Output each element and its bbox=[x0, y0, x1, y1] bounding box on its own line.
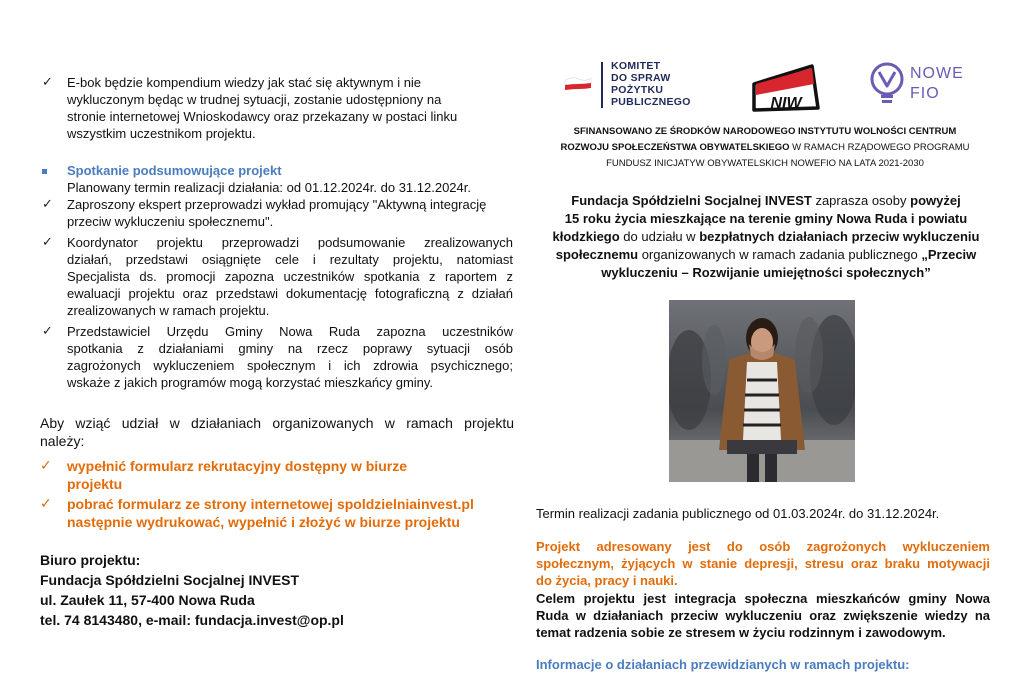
kdspp-text bbox=[611, 60, 691, 108]
representative-paragraph bbox=[67, 323, 513, 391]
checkmark-icon: ✓ bbox=[40, 495, 52, 511]
nowefio-text bbox=[910, 64, 964, 104]
text-line: Aby wziąć udział w działaniach organizowanych w ramach projektu bbox=[40, 415, 514, 431]
invitation-paragraph bbox=[536, 192, 996, 282]
checkmark-icon: ✓ bbox=[42, 196, 53, 211]
text-line: projektu bbox=[67, 476, 123, 492]
text-line: Koordynator projektu przeprowadzi podsumowanie zrealizowanych bbox=[67, 235, 513, 250]
text-line: wykluczonym będąc w trudnej sytuacji, zostanie udostępniony na bbox=[67, 92, 442, 107]
logo-line: PUBLICZNEGO bbox=[611, 96, 691, 108]
text-line: przeciw wykluczeniu społecznemu". bbox=[67, 214, 274, 229]
text-span: bezpłatnych działaniach przeciw wykluczeniu bbox=[699, 229, 980, 244]
text-span: Fundacja Spółdzielni Socjalnej INVEST bbox=[571, 193, 812, 208]
term-paragraph: Termin realizacji zadania publicznego od 01.03.2024r. do 31.12.2024r. bbox=[536, 506, 940, 521]
funding-notice bbox=[530, 124, 1000, 172]
text-line: pobrać formularz ze strony internetowej spoldzielniainvest.pl bbox=[67, 496, 474, 512]
text-line: E-bok będzie kompendium wiedzy jak stać się aktywnym i nie bbox=[67, 75, 422, 90]
office-phone-email: tel. 74 8143480, e-mail: fundacja.invest@op.pl bbox=[40, 612, 344, 628]
text-span: ROZWOJU SPOŁECZEŃSTWA OBYWATELSKIEGO bbox=[560, 142, 790, 153]
office-contact bbox=[40, 550, 344, 630]
office-name: Fundacja Spółdzielni Socjalnej INVEST bbox=[40, 572, 300, 588]
office-heading: Biuro projektu: bbox=[40, 552, 141, 568]
text-line: Celem projektu jest integracja społeczna mieszkańców gminy Nowa bbox=[536, 591, 990, 606]
text-span: społecznemu bbox=[555, 247, 639, 262]
text-line: społecznym, żyjących w stanie depresji, stresu oraz braku motywacji bbox=[536, 556, 990, 571]
text-line bbox=[536, 192, 996, 210]
text-line: działań, przedstawi osiągnięte cele i rezultaty projektu, natomiast bbox=[67, 252, 513, 267]
text-line: Ruda w działaniach przeciw wykluczeniu oraz zwiększenie wiedzy na bbox=[536, 608, 990, 623]
text-line: 15 roku życia mieszkające na terenie gminy Nowa Ruda i powiatu bbox=[564, 211, 968, 226]
text-line bbox=[536, 228, 996, 246]
checkmark-icon: ✓ bbox=[42, 323, 53, 338]
text-line: temat radzenia sobie ze stresem w życiu rodzinnym i zawodowym. bbox=[536, 625, 946, 640]
text-span: „Przeciw bbox=[921, 247, 977, 262]
goal-paragraph bbox=[536, 590, 990, 641]
text-line: Zaproszony ekspert przeprowadzi wykład promujący "Aktywną integrację bbox=[67, 197, 487, 212]
text-line: do życia, pracy i nauki. bbox=[536, 573, 678, 588]
meeting-date: Planowany termin realizacji działania: od 01.12.2024r. do 31.12.2024r. bbox=[67, 180, 471, 195]
square-bullet-icon bbox=[42, 169, 47, 174]
text-line: Przedstawiciel Urzędu Gminy Nowa Ruda zapozna uczestników bbox=[67, 324, 513, 339]
text-line: wszystkim uczestnikom projektu. bbox=[67, 126, 256, 141]
logo-line: FIO bbox=[910, 85, 940, 102]
nowefio-logo bbox=[868, 60, 978, 110]
text-line: Specjalista ds. promocji zapozna uczestników spotkania z raportem z bbox=[67, 269, 513, 284]
text-span: powyżej bbox=[910, 193, 961, 208]
text-line: Projekt adresowany jest do osób zagrożonych wykluczeniem bbox=[536, 539, 990, 554]
expert-paragraph bbox=[67, 196, 513, 230]
text-span: W RAMACH RZĄDOWEGO PROGRAMU bbox=[789, 142, 970, 153]
text-line: FUNDUSZ INICJATYW OBYWATELSKICH NOWEFIO NA LATA 2021-2030 bbox=[606, 158, 924, 169]
niw-logo bbox=[752, 62, 824, 112]
form-option-1 bbox=[67, 457, 407, 493]
text-line: następnie wydrukować, wypełnić i złożyć w biurze projektu bbox=[67, 514, 460, 530]
text-line: ewaluacji projektu oraz przedstawi dokumentację fotograficzną z działań bbox=[67, 286, 513, 301]
office-address: ul. Zaułek 11, 57-400 Nowa Ruda bbox=[40, 592, 255, 608]
text-line: zrealizowanych w ramach projektu. bbox=[67, 303, 270, 318]
participation-paragraph bbox=[40, 414, 514, 450]
target-paragraph bbox=[536, 538, 990, 589]
text-line bbox=[530, 140, 1000, 156]
text-line: stronie internetowej Wnioskodawcy oraz przekazany w postaci linku bbox=[67, 109, 458, 124]
logo-line: POŻYTKU bbox=[611, 84, 664, 96]
logo-line: DO SPRAW bbox=[611, 72, 671, 84]
kdspp-logo bbox=[563, 60, 703, 112]
logo-line: NOWE bbox=[910, 65, 964, 82]
logo-line: KOMITET bbox=[611, 60, 661, 72]
checkmark-icon: ✓ bbox=[42, 74, 53, 89]
logo-divider bbox=[601, 62, 603, 108]
coordinator-paragraph bbox=[67, 234, 513, 319]
checkmark-icon: ✓ bbox=[42, 234, 53, 249]
text-line: wskaże z jakich programów mogą korzystać mieszkańcy gminy. bbox=[67, 375, 434, 390]
form-option-2 bbox=[67, 495, 474, 531]
photo-woman-covering-face bbox=[669, 300, 855, 482]
photo-illustration bbox=[669, 300, 855, 482]
text-span: zaprasza osoby bbox=[811, 193, 911, 208]
text-line: zagrożonych wykluczeniem społecznym i ich zdrowia psychicznego; bbox=[67, 358, 513, 373]
info-heading: Informacje o działaniach przewidzianych w ramach projektu: bbox=[536, 657, 910, 672]
text-line bbox=[536, 246, 996, 264]
text-line: spotkania z działaniami gminy na rzecz poprawy sytuacji osób bbox=[67, 341, 513, 356]
text-span: kłodzkiego bbox=[552, 229, 620, 244]
text-span: do udziału w bbox=[619, 229, 700, 244]
polish-flag-icon bbox=[563, 74, 593, 90]
niw-logo-text: NIW bbox=[770, 95, 802, 112]
text-line: należy: bbox=[40, 433, 85, 449]
text-line: wypełnić formularz rekrutacyjny dostępny w biurze bbox=[67, 458, 407, 474]
meeting-heading: Spotkanie podsumowujące projekt bbox=[67, 163, 282, 178]
text-line: SFINANSOWANO ZE ŚRODKÓW NARODOWEGO INSTYTUTU WOLNOŚCI CENTRUM bbox=[573, 126, 957, 137]
text-span: organizowanych w ramach zadania publicznego bbox=[638, 247, 922, 262]
lightbulb-icon bbox=[868, 62, 906, 106]
text-line: wykluczeniu – Rozwijanie umiejętności społecznych” bbox=[601, 265, 931, 280]
checkmark-icon: ✓ bbox=[40, 457, 52, 473]
ebook-paragraph bbox=[67, 74, 493, 142]
